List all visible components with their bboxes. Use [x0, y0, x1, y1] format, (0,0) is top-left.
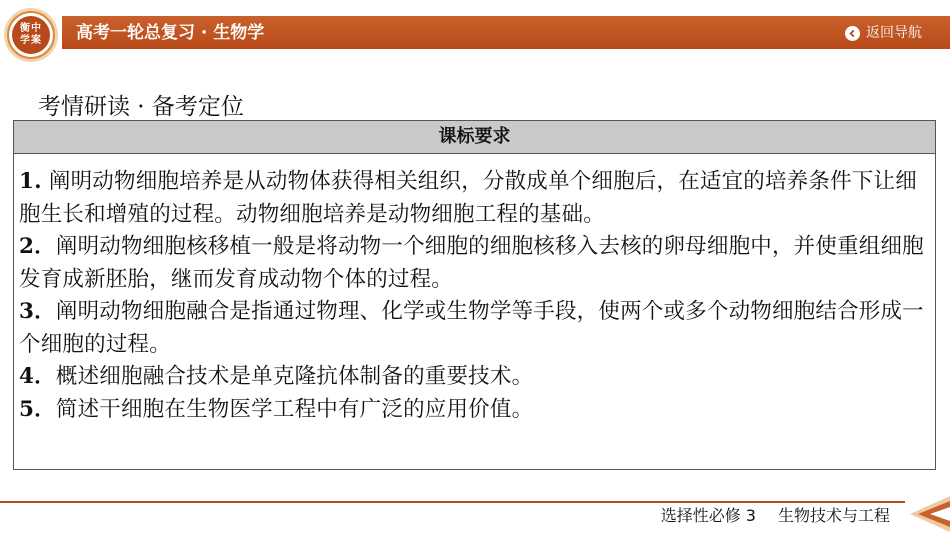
standard-item [19, 296, 929, 361]
item-number: 2． [19, 234, 56, 259]
logo-text-line1: 衡中 [20, 23, 42, 34]
footer-course: 选择性必修 3 [660, 506, 756, 525]
header-title: 高考一轮总复习 · 生物学 [76, 23, 265, 43]
footer-course-info [661, 505, 890, 527]
item-number: 1. [19, 169, 42, 194]
logo-text-line2: 学案 [20, 35, 42, 46]
standard-item [19, 361, 929, 394]
item-number: 5． [19, 396, 56, 422]
back-arrow-icon [845, 26, 860, 41]
item-number: 4． [19, 364, 56, 389]
item-text: 概述细胞融合技术是单克隆抗体制备的重要技术。 [55, 364, 534, 389]
standard-item [19, 231, 929, 296]
item-text: 阐明动物细胞核移植一般是将动物一个细胞的细胞核移入去核的卵母细胞中，并使重组细胞发育成新胚胎，继而发育成动物个体的过程。 [19, 234, 924, 292]
logo-seal [12, 16, 50, 54]
item-number: 3． [19, 299, 56, 324]
footer-divider [0, 501, 905, 503]
table-body [14, 154, 935, 426]
standard-item [19, 394, 929, 427]
table-header: 课标要求 [14, 121, 935, 154]
back-to-navigation-button[interactable] [845, 22, 922, 44]
standard-item [19, 166, 929, 231]
item-text: 阐明动物细胞培养是从动物体获得相关组织，分散成单个细胞后，在适宜的培养条件下让细胞生长和增殖的过程。动物细胞培养是动物细胞工程的基础。 [19, 169, 917, 227]
section-heading: 考情研读 · 备考定位 [38, 94, 244, 120]
footer-topic: 生物技术与工程 [777, 506, 890, 525]
item-text: 阐明动物细胞融合是指通过物理、化学或生物学等手段，使两个或多个动物细胞结合形成一个细胞的过程。 [19, 299, 924, 357]
top-header-bar [0, 0, 950, 66]
prev-page-icon[interactable] [904, 494, 950, 534]
item-text: 简述干细胞在生物医学工程中有广泛的应用价值。 [55, 396, 534, 422]
publisher-logo [7, 11, 55, 59]
curriculum-standards-table [13, 120, 936, 470]
back-to-navigation-label: 返回导航 [866, 25, 922, 41]
